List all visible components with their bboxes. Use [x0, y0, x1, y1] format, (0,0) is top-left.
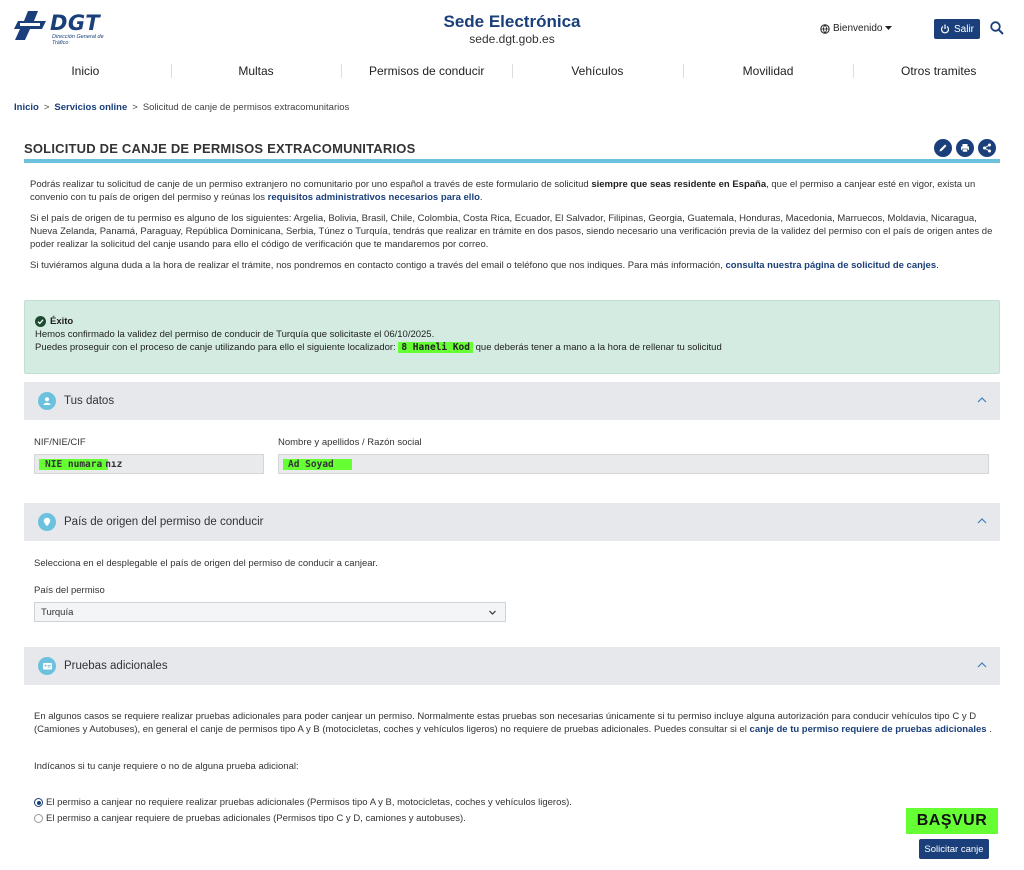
- print-button[interactable]: [956, 139, 974, 157]
- pruebas-link[interactable]: canje de tu permiso requiere de pruebas adicionales: [749, 724, 987, 735]
- alert-heading: [35, 315, 989, 328]
- nif-value-highlight: NIE numara: [39, 459, 108, 470]
- radio-label: El permiso a canjear no requiere realizar pruebas adicionales (Permisos tipo A y B, motocicletas, coches y vehículos ligeros).: [46, 797, 572, 808]
- share-button[interactable]: [978, 139, 996, 157]
- radio-label: El permiso a canjear requiere de pruebas adicionales (Permisos tipo C y D, camiones y autobuses).: [46, 813, 466, 824]
- edit-button[interactable]: [934, 139, 952, 157]
- name-value: Ad Soyad: [283, 459, 352, 470]
- pruebas-description: En algunos casos se requiere realizar pruebas adicionales para poder canjear un permiso. Normalmente estas pruebas son necesarias únicamente si tu permiso incluye alguna autorización para conducir vehículos tipo C y D (Camiones y Autobuses), en general el canje de permisos tipo A y B (motocicletas, coches y vehículos ligeros) no requiere de pruebas adicionales. Puedes consultar si el canje de tu permiso requiere de pruebas adicionales .: [34, 711, 992, 735]
- intro-text: [30, 178, 996, 280]
- breadcrumb-home[interactable]: Inicio: [14, 102, 39, 113]
- chevron-up-icon[interactable]: [976, 515, 988, 527]
- name-field[interactable]: [278, 454, 989, 474]
- pruebas-question: Indícanos si tu canje requiere o no de alguna prueba adicional:: [34, 761, 299, 772]
- requirements-link[interactable]: requisitos administrativos necesarios para ello: [267, 192, 480, 203]
- chevron-down-icon: [488, 608, 497, 617]
- logo-text: DGT: [50, 11, 101, 35]
- nif-value-rest: nız: [105, 458, 123, 470]
- nav-item-inicio[interactable]: Inicio: [71, 64, 100, 78]
- globe-icon: [820, 24, 830, 34]
- nav-item-vehiculos[interactable]: Vehículos: [512, 58, 683, 84]
- breadcrumb-separator: >: [43, 102, 50, 113]
- alert-title: Éxito: [50, 316, 74, 327]
- success-alert: [24, 300, 1000, 374]
- locator-code: 8 Haneli Kod: [398, 342, 473, 353]
- breadcrumb-current: Solicitud de canje de permisos extracomunitarios: [142, 102, 350, 113]
- section-header-pruebas[interactable]: [24, 647, 1000, 685]
- site-header: [0, 0, 1024, 56]
- section-header-pais[interactable]: [24, 503, 1000, 541]
- radio-button-unchecked[interactable]: [34, 814, 43, 823]
- basvur-annotation: BAŞVUR: [906, 808, 998, 834]
- breadcrumb-services[interactable]: Servicios online: [54, 102, 128, 113]
- alert-line-2: Puedes proseguir con el proceso de canje utilizando para ello el siguiente localizador: 8 Haneli Kod que deberás tener a mano a la hora de rellenar tu solicitud: [35, 342, 722, 353]
- nif-field[interactable]: [34, 454, 264, 474]
- user-icon: [38, 392, 56, 410]
- site-url: sede.dgt.gob.es: [469, 32, 555, 46]
- title-underline: [24, 159, 1000, 163]
- logo-subtitle: Dirección General de Tráfico: [52, 34, 104, 46]
- radio-si-pruebas[interactable]: [34, 813, 466, 824]
- breadcrumb-separator: >: [132, 102, 138, 113]
- submit-button[interactable]: Solicitar canje: [919, 839, 989, 859]
- breadcrumb: [14, 102, 349, 113]
- page-actions: [934, 139, 996, 157]
- nav-item-permisos[interactable]: Permisos de conducir: [341, 58, 512, 84]
- section-title: Tus datos: [64, 395, 115, 407]
- site-title: Sede Electrónica: [443, 12, 581, 31]
- printer-icon: [960, 143, 970, 153]
- section-title: Pruebas adicionales: [64, 660, 168, 672]
- logout-label: Salir: [953, 23, 974, 35]
- radio-button-checked[interactable]: [34, 798, 43, 807]
- section-header-tus-datos[interactable]: [24, 382, 1000, 420]
- name-label: Nombre y apellidos / Razón social: [278, 437, 422, 448]
- share-icon: [982, 143, 992, 153]
- pais-select-label: País del permiso: [34, 585, 105, 596]
- chevron-up-icon[interactable]: [976, 659, 988, 671]
- check-circle-icon: [35, 316, 46, 327]
- location-pin-icon: [38, 513, 56, 531]
- radio-no-pruebas[interactable]: [34, 797, 572, 808]
- intro-paragraph-1: Podrás realizar tu solicitud de canje de un permiso extranjero no comunitario por uno español a través de este formulario de solicitud siempre que seas residente en España, que el permiso a canjear esté en vigor, exista un convenio con tu país de origen del permiso y reúnas los requisitos administrativos necesarios para ello.: [30, 179, 976, 203]
- pencil-icon: [938, 143, 948, 153]
- pais-select[interactable]: [34, 602, 506, 622]
- power-icon: [940, 24, 950, 34]
- chevron-up-icon[interactable]: [976, 394, 988, 406]
- caret-down-icon: [885, 26, 892, 31]
- nav-item-otros[interactable]: Otros tramites: [853, 58, 1024, 84]
- page-title: SOLICITUD DE CANJE DE PERMISOS EXTRACOMUNITARIOS: [24, 141, 416, 156]
- nav-item-multas[interactable]: Multas: [171, 58, 342, 84]
- logout-button[interactable]: [934, 19, 980, 39]
- nif-label: NIF/NIE/CIF: [34, 437, 86, 448]
- main-nav: [0, 58, 1024, 84]
- search-icon[interactable]: [990, 21, 1004, 35]
- pais-select-value: Turquía: [41, 606, 74, 618]
- canjes-page-link[interactable]: consulta nuestra página de solicitud de canjes: [725, 260, 937, 271]
- section-title: País de origen del permiso de conducir: [64, 516, 264, 528]
- alert-line-1: Hemos confirmado la validez del permiso de conducir de Turquía que solicitaste el 06/10/2025.: [35, 329, 435, 340]
- intro-paragraph-2: Si el país de origen de tu permiso es alguno de los siguientes: Argelia, Bolivia, Brasil, Chile, Colombia, Costa Rica, Ecuador, El Salvador, Filipinas, Georgia, Guatemala, Honduras, Macedonia, Marruecos, Moldavia, Nicaragua, Nueva Zelanda, Panamá, Paraguay, República Dominicana, Serbia, Túnez o Turquía, tendrás que realizar en trámite en dos pasos, siendo necesario una verificación previa de la validez del permiso con el país de origen antes de poder realizar la solicitud del canje usando para ello el código de verificación que te mandaremos por correo.: [30, 213, 993, 250]
- welcome-menu[interactable]: [820, 23, 892, 34]
- id-card-icon: [38, 657, 56, 675]
- welcome-label: Bienvenido: [833, 23, 883, 34]
- pais-instructions: Selecciona en el desplegable el país de origen del permiso de conducir a canjear.: [34, 558, 378, 569]
- nav-item-movilidad[interactable]: Movilidad: [683, 58, 854, 84]
- intro-paragraph-3: Si tuviéramos alguna duda a la hora de realizar el trámite, nos pondremos en contacto contigo a través del email o teléfono que nos indiques. Para más información, consulta nuestra página de solicitud de canjes.: [30, 260, 939, 271]
